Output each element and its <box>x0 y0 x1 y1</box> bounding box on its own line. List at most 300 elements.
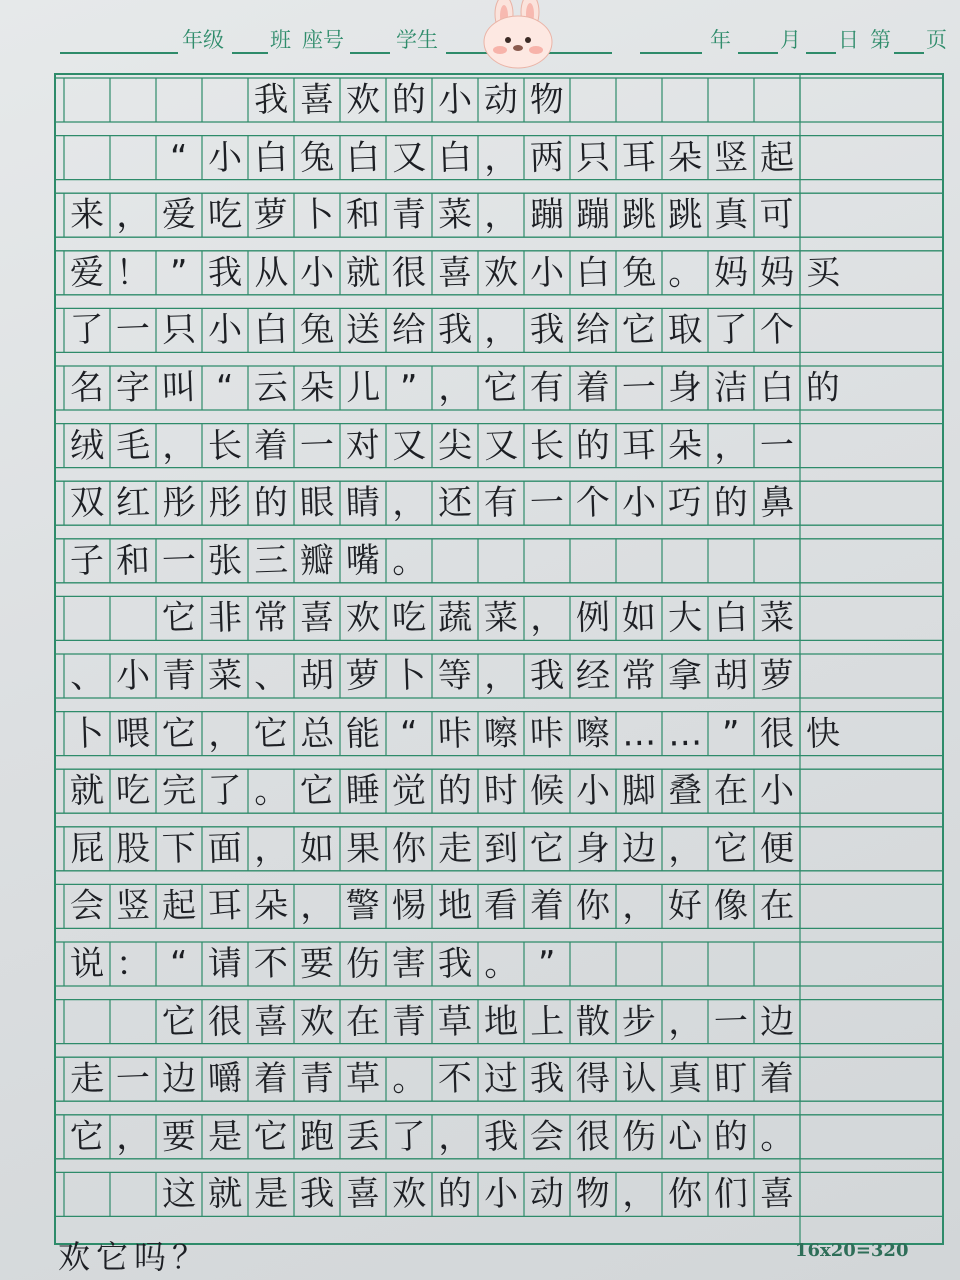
essay-char: 咔 <box>437 713 473 755</box>
essay-char: 了 <box>391 1116 427 1158</box>
essay-char: 儿 <box>345 367 381 409</box>
essay-char: 你 <box>575 885 611 927</box>
essay-char: 从 <box>253 252 289 294</box>
essay-char: 长 <box>529 425 565 467</box>
essay-char: 觉 <box>391 770 427 812</box>
essay-char: 好 <box>667 885 703 927</box>
essay-char: 蹦 <box>529 194 565 236</box>
essay-char: 爱 <box>69 252 105 294</box>
essay-char: 就 <box>345 252 381 294</box>
essay-char: 在 <box>759 885 795 927</box>
essay-char: 得 <box>575 1058 611 1100</box>
essay-char: 身 <box>575 828 611 870</box>
essay-char: 等 <box>437 655 473 697</box>
essay-line <box>56 1000 942 1044</box>
composition-paper <box>54 73 944 1245</box>
essay-char: 朵 <box>667 425 703 467</box>
essay-char: 股 <box>115 828 151 870</box>
essay-line <box>56 596 942 640</box>
essay-char: 取 <box>667 309 703 351</box>
essay-char: 青 <box>299 1058 335 1100</box>
essay-char: 。 <box>667 252 703 294</box>
essay-char: “ <box>169 137 189 178</box>
essay-char: 白 <box>345 137 381 179</box>
essay-char: 菜 <box>207 655 243 697</box>
essay-char: 我 <box>529 1058 565 1100</box>
essay-char: ， <box>207 713 243 755</box>
essay-char: 、 <box>253 655 289 697</box>
essay-char: 买 <box>805 252 841 294</box>
essay-char: 两 <box>529 137 565 179</box>
essay-char: 萝 <box>253 194 289 236</box>
essay-char: 丢 <box>345 1116 381 1158</box>
essay-char: 认 <box>621 1058 657 1100</box>
essay-char: 嚓 <box>483 713 519 755</box>
essay-char: 跳 <box>621 194 657 236</box>
essay-char: 睡 <box>345 770 381 812</box>
essay-char: 白 <box>253 137 289 179</box>
essay-char: 朵 <box>253 885 289 927</box>
essay-char: 可 <box>759 194 795 236</box>
class-blank <box>232 52 268 54</box>
essay-char: 。 <box>253 770 289 812</box>
essay-char: 我 <box>529 655 565 697</box>
essay-char: 我 <box>529 309 565 351</box>
essay-char: ” <box>537 943 557 985</box>
day-label: 日 <box>838 28 859 52</box>
essay-line <box>56 366 942 410</box>
essay-char: 对 <box>345 425 381 467</box>
essay-char: 伤 <box>345 943 381 985</box>
essay-char: 它 <box>529 828 565 870</box>
essay-char: 萝 <box>759 655 795 697</box>
essay-char: 不 <box>253 943 289 985</box>
essay-char: 妈 <box>759 252 795 294</box>
essay-char: 很 <box>575 1116 611 1158</box>
essay-line <box>56 827 942 871</box>
essay-char: 你 <box>391 828 427 870</box>
essay-char: 张 <box>207 540 243 582</box>
essay-char: 走 <box>437 828 473 870</box>
essay-char: “ <box>215 367 235 409</box>
essay-char: 脚 <box>621 770 657 812</box>
essay-char: 地 <box>437 885 473 927</box>
essay-char: 的 <box>575 425 611 467</box>
essay-char: 走 <box>69 1058 105 1100</box>
essay-char: 胡 <box>299 655 335 697</box>
essay-char: 吃 <box>115 770 151 812</box>
essay-char: 着 <box>253 1058 289 1100</box>
essay-char: 它 <box>161 713 197 755</box>
essay-char: 有 <box>483 482 519 524</box>
essay-char: 朵 <box>667 137 703 179</box>
essay-char: 爱 <box>161 194 197 236</box>
essay-char: 警 <box>345 885 381 927</box>
essay-char: 红 <box>115 482 151 524</box>
essay-line <box>56 308 942 352</box>
essay-char: 只 <box>161 309 197 351</box>
essay-char: 嘴 <box>345 540 381 582</box>
essay-char: 的 <box>805 367 841 409</box>
essay-char: 请 <box>207 943 243 985</box>
essay-char: 青 <box>391 194 427 236</box>
essay-char: 兔 <box>299 137 335 179</box>
essay-char: ” <box>399 367 419 409</box>
essay-line <box>56 481 942 525</box>
essay-char: 这 <box>161 1173 197 1215</box>
essay-char: 很 <box>759 713 795 755</box>
essay-char: 小 <box>299 252 335 294</box>
essay-char: 彤 <box>207 482 243 524</box>
essay-char: 喜 <box>759 1173 795 1215</box>
essay-char: 起 <box>161 885 197 927</box>
essay-char: 在 <box>713 770 749 812</box>
essay-line <box>56 712 942 756</box>
essay-char: ， <box>621 885 657 927</box>
essay-char: 小 <box>207 137 243 179</box>
essay-char: 小 <box>621 482 657 524</box>
essay-char: 动 <box>529 1173 565 1215</box>
essay-char: 白 <box>575 252 611 294</box>
essay-char: 看 <box>483 885 519 927</box>
essay-char: 又 <box>391 425 427 467</box>
essay-char: 只 <box>575 137 611 179</box>
essay-char: 时 <box>483 770 519 812</box>
essay-char: ！ <box>115 252 151 294</box>
essay-char: 欢 <box>345 79 381 121</box>
essay-char: 。 <box>759 1116 795 1158</box>
month-blank <box>738 52 778 54</box>
essay-char: 一 <box>115 1058 151 1100</box>
month-label: 月 <box>780 28 801 52</box>
essay-char: “ <box>169 943 189 985</box>
essay-char: 长 <box>207 425 243 467</box>
essay-char: 白 <box>713 597 749 639</box>
essay-char: 要 <box>161 1116 197 1158</box>
essay-char: 鼻 <box>759 482 795 524</box>
essay-char: … <box>621 713 657 755</box>
essay-line <box>56 942 942 986</box>
essay-char: 拿 <box>667 655 703 697</box>
essay-char: 和 <box>345 194 381 236</box>
essay-char: 就 <box>207 1173 243 1215</box>
essay-char: 双 <box>69 482 105 524</box>
essay-char: 是 <box>253 1173 289 1215</box>
essay-char: 步 <box>621 1001 657 1043</box>
essay-char: 耳 <box>207 885 243 927</box>
essay-char: 你 <box>667 1173 703 1215</box>
essay-char: 它 <box>299 770 335 812</box>
essay-char: 说 <box>69 943 105 985</box>
essay-char: ， <box>391 482 427 524</box>
essay-char: 例 <box>575 597 611 639</box>
essay-char: ， <box>437 367 473 409</box>
essay-char: 边 <box>621 828 657 870</box>
essay-char: 三 <box>253 540 289 582</box>
essay-char: ， <box>299 885 335 927</box>
essay-char: ， <box>713 425 749 467</box>
essay-char: 小 <box>529 252 565 294</box>
essay-char: 会 <box>529 1116 565 1158</box>
essay-char: ， <box>483 194 519 236</box>
essay-char: ” <box>169 252 189 294</box>
essay-char: 竖 <box>713 137 749 179</box>
essay-char: 一 <box>713 1001 749 1043</box>
page-suffix-label: 页 <box>926 28 947 52</box>
essay-char: 着 <box>575 367 611 409</box>
essay-char: 小 <box>207 309 243 351</box>
essay-char: 物 <box>529 79 565 121</box>
essay-char: 。 <box>391 1058 427 1100</box>
essay-char: 一 <box>161 540 197 582</box>
essay-char: 屁 <box>69 828 105 870</box>
essay-char: 眼 <box>299 482 335 524</box>
essay-char: ， <box>621 1173 657 1215</box>
essay-char: 字 <box>115 367 151 409</box>
essay-char: 尖 <box>437 425 473 467</box>
essay-char: 草 <box>345 1058 381 1100</box>
essay-char: 我 <box>299 1173 335 1215</box>
day-blank <box>806 52 836 54</box>
essay-char: 卜 <box>69 713 105 755</box>
essay-char: 是 <box>207 1116 243 1158</box>
essay-char: 们 <box>713 1173 749 1215</box>
essay-char: 我 <box>437 943 473 985</box>
essay-char: 妈 <box>713 252 749 294</box>
essay-char: 要 <box>299 943 335 985</box>
essay-char: 它 <box>713 828 749 870</box>
essay-char: 欢 <box>345 597 381 639</box>
class-label: 班 <box>270 28 291 52</box>
grade-label: 年级 <box>182 28 224 52</box>
essay-char: 欢 <box>483 252 519 294</box>
essay-char: 瓣 <box>299 540 335 582</box>
year-blank <box>640 52 702 54</box>
essay-char: 耳 <box>621 425 657 467</box>
essay-char: 白 <box>759 367 795 409</box>
essay-char: 它 <box>69 1116 105 1158</box>
essay-char: ， <box>253 828 289 870</box>
essay-char: 喂 <box>115 713 151 755</box>
essay-char: 它 <box>161 597 197 639</box>
essay-char: 常 <box>621 655 657 697</box>
essay-char: 。 <box>391 540 427 582</box>
essay-char: 起 <box>759 137 795 179</box>
essay-char: 会 <box>69 885 105 927</box>
grid-count-label: 16x20=320 <box>795 1240 909 1261</box>
essay-char: 它 <box>161 1001 197 1043</box>
essay-char: 惕 <box>391 885 427 927</box>
essay-char: 嚓 <box>575 713 611 755</box>
essay-title <box>56 78 942 122</box>
essay-char: 着 <box>529 885 565 927</box>
essay-char: 候 <box>529 770 565 812</box>
essay-char: 伤 <box>621 1116 657 1158</box>
grade-blank <box>60 52 178 54</box>
essay-char: 下 <box>161 828 197 870</box>
essay-char: 面 <box>207 828 243 870</box>
essay-char: 散 <box>575 1001 611 1043</box>
essay-char: 了 <box>69 309 105 351</box>
page-label: 第 <box>870 28 891 52</box>
essay-char: 巧 <box>667 482 703 524</box>
essay-char: 。 <box>483 943 519 985</box>
essay-char: 咔 <box>529 713 565 755</box>
essay-line <box>56 539 942 583</box>
essay-char: 欢 <box>299 1001 335 1043</box>
essay-char: 给 <box>575 309 611 351</box>
essay-char: 青 <box>391 1001 427 1043</box>
page-blank <box>894 52 924 54</box>
essay-char: 白 <box>253 309 289 351</box>
essay-line <box>56 1172 942 1216</box>
essay-char: 小 <box>759 770 795 812</box>
essay-char: 一 <box>529 482 565 524</box>
essay-char: ， <box>483 137 519 179</box>
essay-line <box>56 424 942 468</box>
seat-blank <box>350 52 390 54</box>
essay-char: 送 <box>345 309 381 351</box>
essay-char: 像 <box>713 885 749 927</box>
essay-char: 吃 <box>391 597 427 639</box>
essay-char: ” <box>721 713 741 754</box>
essay-char: 、 <box>69 655 105 697</box>
essay-line <box>56 1115 942 1159</box>
essay-char: 有 <box>529 367 565 409</box>
essay-char: 完 <box>161 770 197 812</box>
essay-char: ， <box>437 1116 473 1158</box>
essay-char: 便 <box>759 828 795 870</box>
essay-char: … <box>667 713 703 755</box>
essay-line <box>56 136 942 180</box>
essay-char: 个 <box>575 482 611 524</box>
essay-char: 盯 <box>713 1058 749 1100</box>
essay-char: 耳 <box>621 137 657 179</box>
essay-line <box>56 1057 942 1101</box>
essay-char: 的 <box>253 482 289 524</box>
essay-char: ： <box>115 943 151 985</box>
essay-char: 着 <box>253 425 289 467</box>
essay-char: 又 <box>391 137 427 179</box>
essay-char: 名 <box>69 367 105 409</box>
essay-char: 能 <box>345 713 381 755</box>
student-label: 学生 <box>396 28 438 52</box>
essay-char: 它 <box>621 309 657 351</box>
essay-char: 的 <box>713 482 749 524</box>
essay-line <box>56 654 942 698</box>
essay-char: 胡 <box>713 655 749 697</box>
essay-char: 如 <box>299 828 335 870</box>
essay-char: 在 <box>345 1001 381 1043</box>
essay-char: 一 <box>759 425 795 467</box>
essay-char: 菜 <box>437 194 473 236</box>
essay-char: 害 <box>391 943 427 985</box>
essay-char: 叠 <box>667 770 703 812</box>
essay-char: ， <box>529 597 565 639</box>
essay-line <box>56 251 942 295</box>
essay-char: 到 <box>483 828 519 870</box>
essay-char: 跳 <box>667 194 703 236</box>
essay-char: 个 <box>759 309 795 351</box>
essay-char: 一 <box>621 367 657 409</box>
essay-char: 着 <box>759 1058 795 1100</box>
essay-char: 睛 <box>345 482 381 524</box>
essay-char: 菜 <box>483 597 519 639</box>
essay-char: 青 <box>161 655 197 697</box>
essay-line <box>56 193 942 237</box>
seat-label: 座号 <box>302 28 344 52</box>
essay-char: 云 <box>253 367 289 409</box>
essay-char: 兔 <box>621 252 657 294</box>
essay-char: 经 <box>575 655 611 697</box>
essay-char: 的 <box>391 79 427 121</box>
essay-char: 彤 <box>161 482 197 524</box>
essay-char: 萝 <box>345 655 381 697</box>
essay-char: ， <box>667 1001 703 1043</box>
essay-char: 喜 <box>345 1173 381 1215</box>
essay-char: 它 <box>483 367 519 409</box>
essay-char: 边 <box>161 1058 197 1100</box>
essay-char: ， <box>115 194 151 236</box>
essay-char: 欢 <box>391 1173 427 1215</box>
essay-char: ， <box>667 828 703 870</box>
essay-char: 我 <box>253 79 289 121</box>
essay-line <box>56 769 942 813</box>
essay-char: 蹦 <box>575 194 611 236</box>
essay-char: 卜 <box>299 194 335 236</box>
essay-char: 竖 <box>115 885 151 927</box>
essay-char: 喜 <box>299 597 335 639</box>
essay-char: 了 <box>207 770 243 812</box>
essay-char: 很 <box>207 1001 243 1043</box>
essay-char: 的 <box>437 1173 473 1215</box>
essay-char: 的 <box>713 1116 749 1158</box>
essay-char: 我 <box>483 1116 519 1158</box>
essay-char: 了 <box>713 309 749 351</box>
essay-char: 子 <box>69 540 105 582</box>
essay-char: 喜 <box>437 252 473 294</box>
essay-char: 心 <box>667 1116 703 1158</box>
essay-char: 它 <box>253 1116 289 1158</box>
essay-char: 身 <box>667 367 703 409</box>
essay-char: 一 <box>115 309 151 351</box>
essay-char: 上 <box>529 1001 565 1043</box>
essay-char: 还 <box>437 482 473 524</box>
essay-char: 喜 <box>253 1001 289 1043</box>
essay-char: 来 <box>69 194 105 236</box>
essay-char: 卜 <box>391 655 427 697</box>
essay-char: 又 <box>483 425 519 467</box>
essay-char: 小 <box>575 770 611 812</box>
essay-line <box>56 884 942 928</box>
essay-char: 朵 <box>299 367 335 409</box>
essay-char: 给 <box>391 309 427 351</box>
essay-char: 小 <box>437 79 473 121</box>
essay-char: 白 <box>437 137 473 179</box>
essay-char: ， <box>161 425 197 467</box>
essay-char: 嚼 <box>207 1058 243 1100</box>
essay-char: 叫 <box>161 367 197 409</box>
essay-char: 喜 <box>299 79 335 121</box>
essay-char: 果 <box>345 828 381 870</box>
year-label: 年 <box>710 28 731 52</box>
essay-char: 我 <box>207 252 243 294</box>
essay-overflow-line: 欢它吗？ <box>58 1238 211 1276</box>
essay-char: 真 <box>667 1058 703 1100</box>
essay-char: ， <box>483 309 519 351</box>
essay-char: 兔 <box>299 309 335 351</box>
essay-char: 我 <box>437 309 473 351</box>
